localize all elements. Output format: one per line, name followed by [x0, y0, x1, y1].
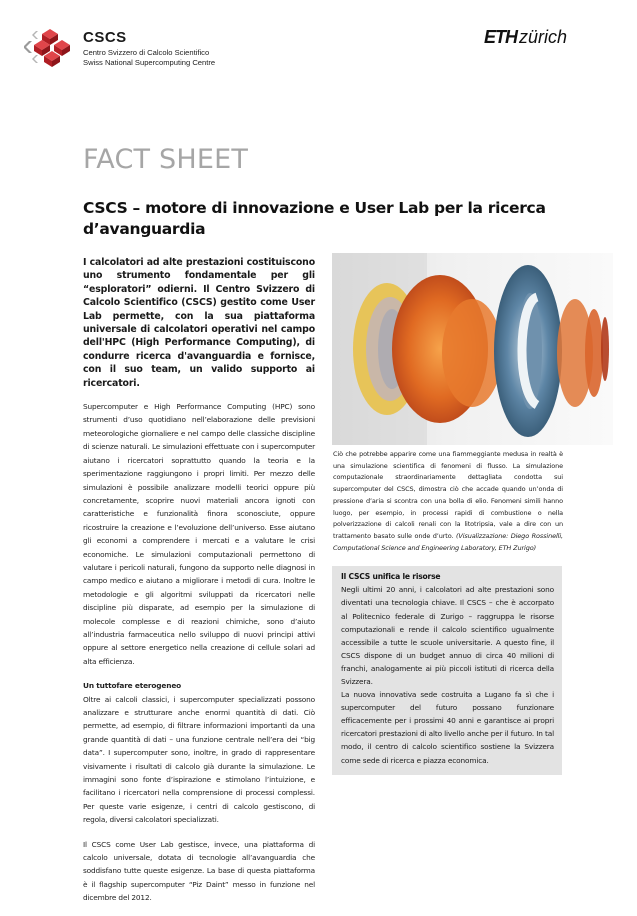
body-paragraph-1: Supercomputer e High Performance Computing (HPC) sono strumenti d’uso quotidiano nell’elaborazione delle previsioni meteorologiche giornaliere e nel campo delle classiche discipline di scienze naturali. Le simulazioni effettuate con i supercomputer aiutano i ricercatori soprattutto quando la teoria e la sperimentazione raggiungono i propri limiti. Per mezzo delle simulazioni è possibile analizzare modelli teorici oppure più concretamente, scoprire nuovi materiali ancora ignoti con caratteristiche e funzionalità finora sconosciute, oppure ricostruire la creazione e l’evoluzione dell’universo. Esse aiutano gli economi a comprendere i mercati e a valutare le crisi economiche. Le simulazioni computazionali permettono di valutare i pericoli naturali, fungono da supporto nelle diagnosi in campo medico e aiutano a migliorare i metodi di cura. Inoltre le metodologie e gli algoritmi sviluppati da ricercatori nelle discipline più disparate, ad esempio per la simulazione di molecole complesse e di reazioni chimiche, sono d’aiuto all’industria farmaceutica nello sviluppo di nuovi principi attivi oppure al settore energetico nella creazione di cellule solari ad alta efficienza.: [83, 402, 315, 666]
body-paragraph-2: Oltre ai calcoli classici, i supercomputer specializzati possono analizzare e strutturare anche enormi quantità di dati. Ciò permette, ad esempio, di filtrare informazioni importanti da una grande quantità di dati – una funzione centrale nell’era dei “big data”. I supercomputer sono, inoltre, in grado di rappresentare visivamente i risultati di calcolo già durante la simulazione. Le immagini sono fonte d’ispirazione e stimolano l’intuizione, e facilitano i ricercatori nella comprensione di processi complessi. Per queste varie esigenze, i centri di calcolo gestiscono, di regola, diversi calcolatori specializzati.: [83, 694, 315, 825]
info-box: [332, 566, 562, 774]
info-box-title: Il CSCS unifica le risorse: [341, 572, 441, 582]
info-box-paragraph-1: Negli ultimi 20 anni, i calcolatori ad alte prestazioni sono diventati una tecnologia chiave. Il CSCS – che è accorpato al Politecnico federale di Zurigo – raggruppa le risorse computazionali e rende il calcolo scientifico ugualmente accessibile a tutte le scuole universitarie. A questo fine, il CSCS dispone di un budget annuo di circa 40 milioni di franchi, analogamente ai più piccoli istituti di ricerca della Svizzera.: [341, 585, 554, 686]
page-title: CSCS – motore di innovazione e User Lab per la ricerca d’avanguardia: [83, 199, 546, 238]
eth-logo-bold: ETH: [484, 27, 517, 47]
lead-paragraph: I calcolatori ad alte prestazioni costituiscono uno strumento fondamentale per gli “esploratori” odierni. Il Centro Svizzero di Calcolo Scientifico (CSCS) gestito come User Lab permette, con la sua piattaforma universale di calcolatori operativi nel campo dell'HPC (High Performance Computing), di condurre ricerca d'avanguardia e fornisce, con il suo team, un valido supporto ai ricercatori.: [83, 257, 315, 389]
eth-zurich-logo: [484, 27, 567, 47]
cscs-subtitle-it: Centro Svizzero di Calcolo Scientifico: [83, 48, 210, 57]
info-box-paragraph-2: La nuova innovativa sede costruita a Lugano fa sì che i supercomputer del futuro possano funzionare efficacemente per i prossimi 40 anni e garantisce ai propri ricercatori prestazioni di alto livello anche per il futuro. In tal modo, il centro di calcolo scientifico sostiene la Svizzera come sede di ricerca e piazza economica.: [341, 690, 554, 765]
cscs-subtitle-en: Swiss National Supercomputing Centre: [83, 58, 216, 67]
doc-type-heading: FACT SHEET: [83, 144, 249, 175]
cscs-logo-icon: [24, 27, 76, 67]
eth-logo-light: zürich: [519, 27, 568, 47]
cscs-name: CSCS: [83, 29, 127, 46]
side-column: [332, 253, 613, 775]
cscs-logo-text: [83, 30, 215, 68]
body-paragraph-3: Il CSCS come User Lab gestisce, invece, una piattaforma di calcolo universale, dotata di tecnologie all’avanguardia che soddisfano tutte queste esigenze. La base di questa piattaforma è il flagship supercomputer “Piz Daint” messo in funzione nel dicembre del 2012.: [83, 839, 315, 903]
section-heading: Un tuttofare eterogeneo: [83, 681, 182, 691]
simulation-image: [332, 253, 613, 445]
figure-caption: [333, 449, 563, 554]
caption-credit: (Visualizzazione: Diego Rossinelli, Computational Science and Engineering Laboratory, ETH Zurigo): [333, 531, 563, 552]
main-column: [83, 256, 315, 916]
caption-text: Ciò che potrebbe apparire come una fiammeggiante medusa in realtà è una simulazione scientifica di fenomeni di flusso. La simulazione computazionale straordinariamente dettagliata condotta sui supercomputer del CSCS, dimostra ciò che accade quando un’onda di pressione d’aria si scontra con una bolla di elio. Fenomeni simili hanno luogo, per esempio, in processi rapidi di combustione o nella polverizzazione di calcoli renali con la litotripsia, vale a dire con un trattamento basato sulle onde d’urto.: [333, 450, 563, 540]
